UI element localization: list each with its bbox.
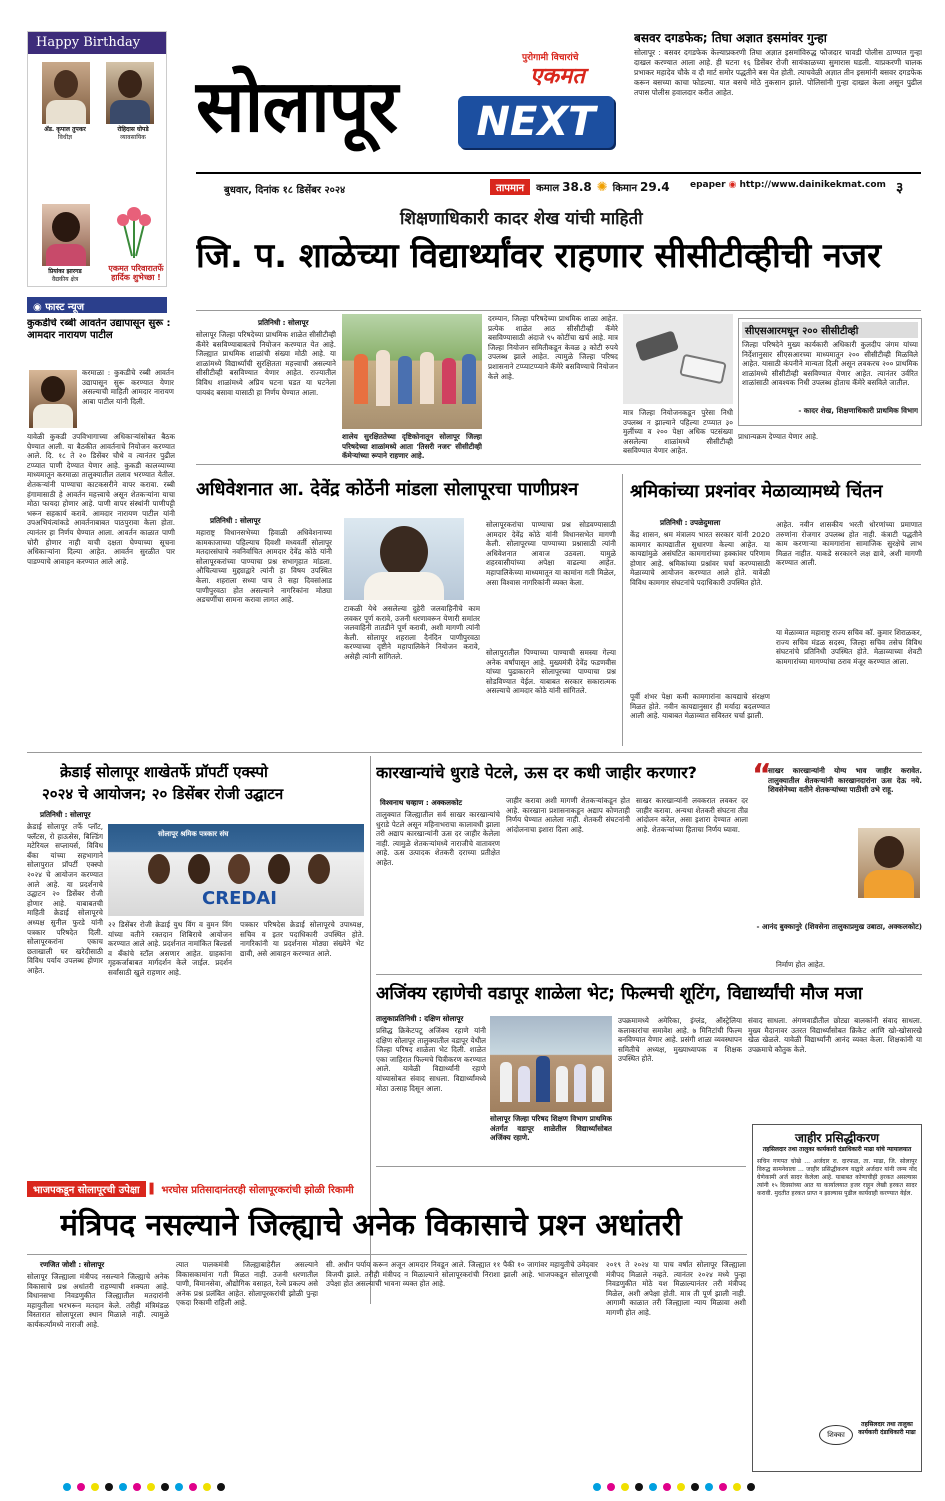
column-rule-1 — [622, 474, 623, 746]
lead-side-body: जिल्हा परिषदेने मुख्य कार्यकारी अधिकारी कुलदीप जंगम यांच्या निर्देशानुसार सीएसआरच्या माध्यमातून २०० सीसीटीव्ही मिळविले आहेत. यासाठी कंपनीने मान्यता दिली असून लवकरच २०० प्राथमिक शाळांमध्ये सीसीटीव्ही बसविण्यात येणार आहेत. त्यानंतर उर्वरित शाळांसाठी आवश्यक निधी उपलब्ध होताच कॅमेरे बसविले जातील. — [742, 340, 918, 388]
sugar-quote: साखर कारखान्यांनी योग्य भाव जाहीर करावेत. तालुक्यातील शेतकऱ्यांनी कारखानदारांना ऊस देऊ नये. शिवसेनेच्या वतीने शेतकऱ्यांच्या पाठीशी उभे राहू. — [768, 766, 922, 795]
ajinkya-byline: तालुकाप्रतिनिधी : दक्षिण सोलापूर — [376, 1014, 464, 1023]
notice-box — [752, 1124, 922, 1472]
birthday-name-1: ॲड. कृपाल तुपकर — [44, 126, 86, 133]
min-value: 29.4 — [640, 180, 670, 194]
lead-side-box — [738, 318, 922, 426]
epaper-link[interactable] — [690, 180, 886, 190]
birthday-role-2: व्यावसायिक — [120, 134, 146, 141]
lead-side-note: प्राधान्यक्रम देण्यात येणार आहे. — [738, 432, 819, 441]
ajinkya-body-1: प्रसिद्ध क्रिकेटपटू अजिंक्य रहाणे यांनी दक्षिण सोलापूर तालुक्यातील वडापूर येथील जिल्हा परिषद शाळेला भेट दिली. शाळेत एका जाहिरात फिल्मचे चित्रीकरण करण्यात आले. यावेळी विद्यार्थ्यांनी रहाणे यांच्यासोबत संवाद साधला. विद्यार्थ्यांमध्ये मोठा उत्साह दिसून आला. — [376, 1026, 486, 1093]
epaper-label: epaper — [690, 180, 726, 190]
fast-news-photo — [29, 370, 77, 428]
lead-body-1: सोलापूर जिल्हा परिषदेच्या प्राथमिक शाळेत सीसीटीव्ही कॅमेरे बसविण्याबाबतचे नियोजन करण्यात येत आहे. जिल्ह्यात प्राथमिक शाळांची संख्या मोठी आहे. या शाळांमध्ये विद्यार्थ्यांची सुरक्षितता महत्त्वाची असल्याने सीसीटीव्ही बसविण्यात येणार आहेत. राज्यातील विविध शाळांमध्ये अप्रिय घटना घडत या घटनेला पायबंद बसावा यासाठी हा निर्णय घेण्यात आला. — [196, 330, 336, 397]
bottom-byline: रणजित जोशी : सोलापूर — [40, 1260, 105, 1269]
page-number: ३ — [896, 180, 904, 196]
bottom-headline: मंत्रिपद नसल्याने जिल्ह्याचे अनेक विकासाचे प्रश्‍न अधांतरी — [60, 1208, 682, 1243]
date-line: बुधवार, दिनांक १८ डिसेंबर २०२४ — [224, 185, 346, 196]
max-value: 38.8 — [562, 180, 592, 194]
credai-byline: प्रतिनिधी : सोलापूर — [40, 810, 91, 819]
credai-photo-banner: सोलापूर श्रमिक पत्रकार संघ — [158, 830, 229, 838]
credai-photo — [108, 824, 364, 916]
masthead-brand: एकमत — [530, 64, 585, 89]
masthead-rule — [196, 172, 921, 174]
workers-body-1: केंद्र शासन, श्रम मंत्रालय भारत सरकार यांनी 2020 कामगार कायद्यातील सुधारणा केल्या आहेत. या कायद्यांमुळे असंघटित कामगारांच्या हक्कांवर परिणाम होणार आहे. श्रमिकांच्या प्रश्नांवर चर्चा करण्यासाठी मेळाव्याचे आयोजन करण्यात आले होते. यावेळी विविध कामगार संघटनांचे पदाधिकारी उपस्थित होते. — [630, 530, 770, 587]
birthday-name-2: रोहिदास घोपडे — [117, 126, 149, 133]
notice-title: जाहीर प्रसिद्धीकरण — [794, 1131, 880, 1145]
lead-kicker: शिक्षणाधिकारी कादर शेख यांची माहिती — [400, 209, 643, 229]
masthead-next: NEXT — [476, 99, 596, 145]
notice-seal: शिक्का — [819, 1425, 853, 1445]
fast-news-body: यावेळी कुकडी उपविभागाच्या अधिकाऱ्यांसोबत बैठक घेण्यात आली. या बैठकीत आवर्तनाचे नियोजन करण्यात आले. दि. १८ ते २० डिसेंबर चौथे व त्यानंतर पुढील टप्प्यात पाणी देण्यात येणार आहे. कुकडी कालव्याच्या माध्यमातून करमाळा तालुक्यातील तलाव भरण्यात येतील. शेतकऱ्यांनी पाण्याचा काटकसरीने वापर करावा. रब्बी हंगामासाठी हे आवर्तन महत्त्वाचे असून शेतकऱ्यांना याचा मोठा फायदा होणार आहे. पाणी वापर संस्थांनी पाणीपट्टी भरून सहकार्य करावे. आमदार नारायण पाटील यांनी उपअभियंत्यांकडे आवर्तनाबाबत पाठपुरावा केला होता. त्यानंतर हा निर्णय घेण्यात आला. आवर्तन काळात पाणी चोरी होणार नाही याची दक्षता घेण्याच्या सूचना अधिकाऱ्यांना दिल्या आहेत. आवर्तन सुरळीत पार पाडण्याचे आवाहन करण्यात आले आहे. — [27, 432, 175, 566]
section-rule-1 — [196, 464, 921, 465]
birthday-role-1: विधीज्ञ — [58, 134, 72, 141]
lead-side-author: - कादर शेख, शिक्षणाधिकारी प्राथमिक विभाग — [798, 406, 918, 415]
credai-body-3: पत्रकार परिषदेस क्रेडाई सोलापूरचे उपाध्यक्ष, सचिव व इतर पदाधिकारी उपस्थित होते. नागरिकांनी या प्रदर्शनास मोठ्या संख्येने भेट द्यावी, असे आवाहन करण्यात आले. — [240, 920, 364, 958]
ajinkya-photo-caption: सोलापूर जिल्हा परिषद शिक्षण विभाग प्राथमिक अंतर्गत वडापूर शाळेतील विद्यार्थ्यांसोबत अजिंक्य रहाणे. — [490, 1114, 612, 1143]
fast-news-headline: कुकडीचे रब्बी आवर्तन उद्यापासून सुरू : आमदार नारायण पाटील — [27, 318, 171, 341]
sugar-body-3: साखर कारखान्यांनी लवकरात लवकर दर जाहीर करावा. अन्यथा शेतकरी संघटना तीव्र आंदोलन करेल, असा इशारा देण्यात आला आहे. शेतकऱ्यांच्या हिताचा निर्णय घ्यावा. — [636, 796, 748, 834]
water-mla-photo — [344, 518, 464, 600]
workers-body-2: पूर्वी शंभर पेक्षा कमी कामगारांना कायद्याचे संरक्षण मिळत होते. नवीन कायद्यानुसार ही मर्यादा बदलण्यात आली आहे. याबाबत मेळाव्यात सविस्तर चर्चा झाली. — [630, 692, 770, 721]
water-body-2: टाकळी येथे असलेल्या दुहेरी जलवाहिनीचे काम लवकर पूर्ण करावे, उजनी धरणावरून येणारी समांतर जलवाहिनी तातडीने पूर्ण करावी, अशी मागणी त्यांनी केली. सोलापूर शहराला दैनंदिन पाणीपुरवठा करण्याच्या दृष्टीने महापालिकेने नियोजन करावे, असेही त्यांनी सांगितले. — [344, 604, 480, 661]
masthead-next-logo — [458, 96, 614, 148]
bottom-rule — [27, 1254, 747, 1255]
sugar-byline: विश्‍वनाथ चव्हाण : अक्कलकोट — [380, 798, 463, 807]
section-rule-3 — [376, 974, 922, 975]
ajinkya-photo — [490, 1016, 612, 1112]
lead-body-3: मात्र जिल्हा नियोजनकडून पुरेसा निधी उपलब्ध न झाल्याने पहिल्या टप्प्यात ३० मुलींच्या व २०० पेक्षा अधिक पटसंख्या असलेल्या शाळांमध्ये सीसीटीव्ही बसविण्यात येणार आहेत. — [623, 408, 733, 456]
lead-byline: प्रतिनिधी : सोलापूर — [258, 318, 309, 327]
birthday-role-3: वैद्यकीय क्षेत्र — [51, 276, 79, 283]
temp-label: तापमान — [490, 179, 530, 195]
water-body-3: सोलापूरकरांचा पाण्याचा प्रश्न सोडवण्यासाठी आमदार देवेंद्र कोठे यांनी विधानसभेत मागणी केली. सोलापूरच्या पाण्याच्या प्रश्नासाठी त्यांनी अधिवेशनात आवाज उठवला. यामुळे शहरवासीयांच्या अपेक्षा वाढल्या आहेत. महापालिकेच्या माध्यमातून या कामांना गती मिळेल, असा विश्वास नागरिकांनी व्यक्त केला. — [486, 520, 616, 587]
ajinkya-headline: अजिंक्य रहाणेची वडापूर शाळेला भेट; फिल्मची शूटिंग, विद्यार्थ्यांची मौज मजा — [376, 984, 863, 1004]
lead-photo-caption: शालेय सुरक्षिततेच्या दृष्टिकोनातून सोलापूर जिल्हा परिषदेच्या शाळांमध्ये आता 'तिसरी नजर' सीसीटीव्ही कॅमेऱ्यांच्या रूपाने राहणार आहे. — [342, 432, 482, 460]
section-rule-2 — [27, 752, 922, 753]
water-headline: अधिवेशनात आ. देवेंद्र कोठेंनी मांडला सोलापूरचा पाणीप्रश्‍न — [196, 479, 579, 500]
water-byline: प्रतिनिधी : सोलापूर — [210, 516, 261, 525]
birthday-photo-2 — [106, 62, 154, 124]
top-right-body: सोलापूर : बसवर दगडफेक केल्याप्रकरणी तिघा अज्ञात इसमांविरुद्ध फौजदार चावडी पोलीस ठाण्यात गुन्हा दाखल करण्यात आला आहे. ही घटना १६ डिसेंबर रोजी सायंकाळच्या सुमारास घडली. याप्रकरणी चालक प्रभाकर महादेव चौके व दौ मार्ट समोर पद्धतीने बस येत होती. त्याचवेळी अज्ञात तीन इसमांनी बसवर दगडफेक करून बसच्या काचा फोडल्या. यात बसचे मोठे नुकसान झाले. पोलिसांनी गुन्हा दाखल केला असून पुढील तपास पोलीस हवालदार करीत आहेत. — [634, 48, 922, 97]
bottom-kicker-1: भाजपकडून सोलापूरची उपेक्षा — [27, 1181, 146, 1197]
quote-mark-icon: “ — [752, 758, 772, 793]
max-label: कमाल — [536, 183, 560, 194]
masthead-tagline: पुरोगामी विचारांचे — [522, 53, 579, 63]
sugar-body-2: जाहीर करावा अशी मागणी शेतकऱ्यांकडून होत आहे. कारखाना प्रशासनाकडून अद्याप कोणताही निर्णय घेण्यात आलेला नाही. शेतकरी संघटनांनी आंदोलनाचा इशारा दिला आहे. — [506, 796, 630, 834]
birthday-photo-1 — [42, 62, 90, 124]
notice-sign: तहसिलदार तथा तालुका कार्यकारी दंडाधिकारी माढा — [858, 1421, 916, 1436]
bottom-body-2: त्यात पालकमंत्री जिल्ह्याबाहेरील असल्याने विकासकामांना गती मिळत नाही. उजनी धरणातील पाणी, विमानसेवा, औद्योगिक वसाहत, रेल्वे प्रकल्प असे अनेक प्रश्न प्रलंबित आहेत. सोलापूरकरांची झोळी पुन्हा एकदा रिकामी राहिली आहे. — [176, 1260, 318, 1308]
registration-marks-left — [60, 1476, 360, 1488]
sugar-ending: निर्माण होत आहेत. — [776, 960, 826, 969]
credai-headline-2: २०२४ चे आयोजन; २० डिसेंबर रोजी उद्घाटन — [42, 785, 284, 803]
top-right-headline: बसवर दगडफेक; तिघा अज्ञात इसमांवर गुन्हा — [634, 31, 827, 45]
notice-body: सचिन गणपत चोखे ... अर्जदार रा. दारफळ, ता. माढा, जि. सोलापूर विरुद्ध सामनेवाला ... जाहीर प्रसिद्धीकरण याद्वारे अर्जदार यांनी जन्म नोंद घेणेकामी अर्ज सादर केलेला आहे. याबाबत कोणाचीही हरकत असल्यास त्यांनी १५ दिवसांच्या आत या कार्यालयात हजर राहून लेखी हरकत सादर करावी. मुदतीत हरकत प्राप्त न झाल्यास पुढील कार्यवाही करण्यात येईल. — [757, 1158, 917, 1197]
epaper-url: http://www.dainikekmat.com — [739, 180, 886, 190]
sun-icon: ✺ — [596, 179, 608, 195]
fast-news-lead: करमाळा : कुकडीचे रब्बी आवर्तन उद्यापासून सुरू करण्यात येणार असल्याची माहिती आमदार नारायण आबा पाटील यांनी दिली. — [82, 368, 174, 406]
cctv-photo — [623, 314, 733, 404]
sugar-quote-extra — [752, 828, 854, 918]
credai-photo-text: CREDAI — [202, 888, 277, 909]
lead-photo-students — [342, 314, 482, 429]
credai-headline-1: क्रेडाई सोलापूर शाखेतर्फे प्रॉपर्टी एक्स्पो — [60, 763, 268, 781]
ajinkya-body-2: उपक्रमामध्ये अमेरिका, इंग्लंड, ऑस्ट्रेलिया कलाकारांचा समावेश आहे. ७ मिनिटांची फिल्म बनविण्यात येणार आहे. प्रसंगी शाळा व्यवस्थापन समितीचे अध्यक्ष, मुख्याध्यापक व शिक्षक उपस्थित होते. — [618, 1016, 742, 1064]
workers-headline: श्रमिकांच्या प्रश्‍नांवर मेळाव्यामध्ये चिंतन — [630, 481, 883, 502]
cctv-camera-icon — [635, 330, 679, 361]
workers-byline: प्रतिनिधी : उपळेदुमाला — [660, 518, 721, 527]
bottom-body-4: २०१९ ते २०२४ या पाच वर्षांत सोलापूर जिल्ह्याला मंत्रीपद मिळाले नव्हते. त्यानंतर २०२४ मध्ये पुन्हा निवडणुकीत मोठे यश मिळाल्यानंतर तरी मंत्रीपद मिळेल, अशी अपेक्षा होती. मात्र ती पूर्ण झाली नाही. आगामी काळात तरी जिल्ह्याला न्याय मिळावा अशी मागणी होत आहे. — [606, 1260, 746, 1317]
water-body-1: महाराष्ट्र विधानसभेच्या हिवाळी अधिवेशनाच्या कामकाजाच्या पहिल्याच दिवशी मध्यवर्ती सोलापूर मतदारसंघाचे नवनिर्वाचित आमदार देवेंद्र कोठे यांनी सोलापूरकरांच्या पाण्याचा प्रश्न सभागृहात मांडला. औचित्याच्या मुद्द्याद्वारे त्यांनी हा विषय उपस्थित केला. शहराला सध्या पाच ते सहा दिवसांआड पाणीपुरवठा होत असल्याने नागरिकांना मोठ्या अडचणींचा सामना करावा लागत आहे. — [196, 528, 332, 605]
sugar-quote-photo — [858, 828, 920, 898]
bottom-body-3: सी. अधीन पर्याय करून अजून आमदार निवडून आले. जिल्ह्यात ११ पैकी १० जागांवर महायुतीचे उमेदवार विजयी झाले. तरीही मंत्रीपद न मिळाल्याने सोलापूरकरांची निराशा झाली आहे. भाजपकडून सोलापूरची उपेक्षा होत असल्याची भावना व्यक्त होत आहे. — [326, 1260, 598, 1289]
birthday-name-3: प्रियांका झारगड — [48, 268, 82, 275]
workers-body-3: आहेत. नवीन शासकीय भरती धोरणांच्या प्रमाणात तरुणांना रोजगार उपलब्ध होत नाही. कंत्राटी पद्धतीने काम करणाऱ्या कामगारांना सामाजिक सुरक्षेचे लाभ मिळत नाहीत. याकडे सरकारने लक्ष द्यावे, अशी मागणी करण्यात आली. — [776, 520, 922, 568]
bottom-kicker-bar — [27, 1180, 747, 1198]
water-body-4: सोलापुरातील पिण्याच्या पाण्याची समस्या गेल्या अनेक वर्षांपासून आहे. मुख्यमंत्री देवेंद्र फडणवीस यांच्या पुढाकाराने सोलापूरच्या पाण्याचा प्रश्न सोडविण्यात येईल. याबाबत सरकार सकारात्मक असल्याचे आमदार कोठे यांनी सांगितले. — [486, 648, 616, 696]
min-label: किमान — [612, 183, 638, 194]
registration-marks-right — [590, 1476, 890, 1488]
masthead-city: सोलापूर — [196, 64, 398, 148]
fast-news-title: फास्ट न्यूज — [45, 302, 85, 313]
birthday-panel — [27, 31, 167, 287]
ajinkya-body-3: संवाद साधला. अंगणवाडीतील छोट्या बालकांनी संवाद साधला. मुख्य मैदानावर उतरत विद्यार्थ्यांसोबत क्रिकेट आणि खो-खोसारखे खेळ खेळले. यावेळी विद्यार्थ्यांनी आनंद व्यक्त केला. शिक्षकांनी या उपक्रमाचे कौतुक केले. — [748, 1016, 922, 1054]
sugar-quote-author: - आनंद बुक्कानुरे (शिवसेना तालुकाप्रमुख उबाठा, अक्कलकोट) — [756, 922, 922, 931]
sugar-headline: कारखान्यांचे धुराडे पेटले, ऊस दर कधी जाहीर करणार? — [376, 763, 697, 782]
birthday-greeting: एकमत परिवारातर्फे हार्दिक शुभेच्छा ! — [108, 264, 164, 282]
bottom-kicker-2: भरघोस प्रतिसादानंतरही सोलापूरकरांची झोळी रिकामी — [161, 1185, 354, 1196]
sugar-body-1: तालुक्यात जिल्ह्यातील सर्व साखर कारखान्यांचे धुराडे पेटले असून महिनाभराचा कालावधी झाला तरी अद्याप कारखान्यांनी ऊस दर जाहीर केलेला नाही. त्यामुळे शेतकऱ्यांमध्ये नाराजीचे वातावरण आहे. ऊस उत्पादक शेतकरी दराच्या प्रतीक्षेत आहेत. — [376, 810, 500, 867]
notice-subtitle: तहसिलदार तथा तालुका कार्यकारी दंडाधिकारी माढा यांचे न्यायालयात — [762, 1146, 912, 1153]
kicker-separator: ▌ — [149, 1183, 158, 1195]
workers-body-4: या मेळाव्यात महाराष्ट्र राज्य सचिव कॉ. कुमार शिराळकर, राज्य सचिव मंडळ सदस्य, जिल्हा सचिव तसेच विविध संघटनांचे प्रतिनिधी उपस्थित होते. मेळाव्याच्या शेवटी कामगारांच्या मागण्यांचा ठराव मंजूर करण्यात आला. — [776, 628, 922, 666]
birthday-photo-3 — [42, 204, 90, 266]
flower-icon — [114, 200, 154, 260]
credai-body-1: क्रेडाई सोलापूर तर्फे प्लॉट, फ्लॅटस, रो हाऊसेस, बिल्डिंग मटेरियल सप्लायर्स, विविध बँका यांच्या सहभागाने सोलापुरात प्रॉपर्टी एक्स्पो २०२४ चे आयोजन करण्यात आले आहे. या प्रदर्शनाचे उद्घाटन २० डिसेंबर रोजी होणार आहे. याबाबतची माहिती क्रेडाई सोलापूरचे अध्यक्ष सुनील फुरडे यांनी पत्रकार परिषदेत दिली. सोलापूरकरांना एकाच छताखाली घर खरेदीसाठी विविध पर्याय उपलब्ध होणार आहेत. — [27, 822, 103, 975]
lead-side-title: सीएसआरमधून २०० सीसीटीव्ही — [742, 322, 918, 338]
sugar-quote-box — [752, 758, 922, 956]
credai-body-2: २२ डिसेंबर रोजी क्रेडाई युथ विंग व वुमन विंग यांच्या वतीने रक्तदान शिबिराचे आयोजन करण्यात आले आहे. प्रदर्शनात नामांकित बिल्डर्स व बँकांचे स्टॉल असणार आहेत. ग्राहकांना गृहकर्जाबाबत मार्गदर्शन केले जाईल. प्रदर्शन सर्वांसाठी खुले राहणार आहे. — [108, 920, 232, 977]
section-rule-4 — [376, 1166, 746, 1167]
lead-headline: जि. प. शाळेच्या विद्यार्थ्यांवर राहणार सीसीटीव्हीची नजर — [196, 236, 882, 276]
fast-news-header — [27, 297, 167, 313]
lead-rule — [196, 310, 921, 311]
epaper-icon: ◉ — [728, 180, 737, 190]
bottom-body-1: सोलापूर जिल्ह्याला मंत्रीपद नसल्याने जिल्ह्याचे अनेक विकासाचे प्रश्न अधांतरी राहण्याची शक्यता आहे. विधानसभा निवडणुकीत जिल्ह्यातील मतदारांनी महायुतीला भरभरून मतदान केले. तरीही मंत्रिमंडळ विस्तारात सोलापूरला स्थान मिळाले नाही. त्यामुळे कार्यकर्त्यांमध्ये नाराजी आहे. — [27, 1272, 169, 1329]
birthday-title: Happy Birthday — [28, 32, 166, 54]
fast-news-icon: ◉ — [33, 302, 42, 313]
lead-body-2: दरम्यान, जिल्हा परिषदेच्या प्राथमिक शाळा आहेत. प्रत्येक शाळेत आठ सीसीटीव्ही कॅमेरे बसविण्यासाठी अंदाजे ९५ कोटींचा खर्च आहे. मात्र जिल्हा नियोजन समितीकडून केवळ ३ कोटी रुपये उपलब्ध झाले आहेत. त्यामुळे जिल्हा परिषद प्रशासनाने टप्प्याटप्प्याने कॅमेरे बसविण्याचे नियोजन केले आहे. — [488, 314, 618, 381]
